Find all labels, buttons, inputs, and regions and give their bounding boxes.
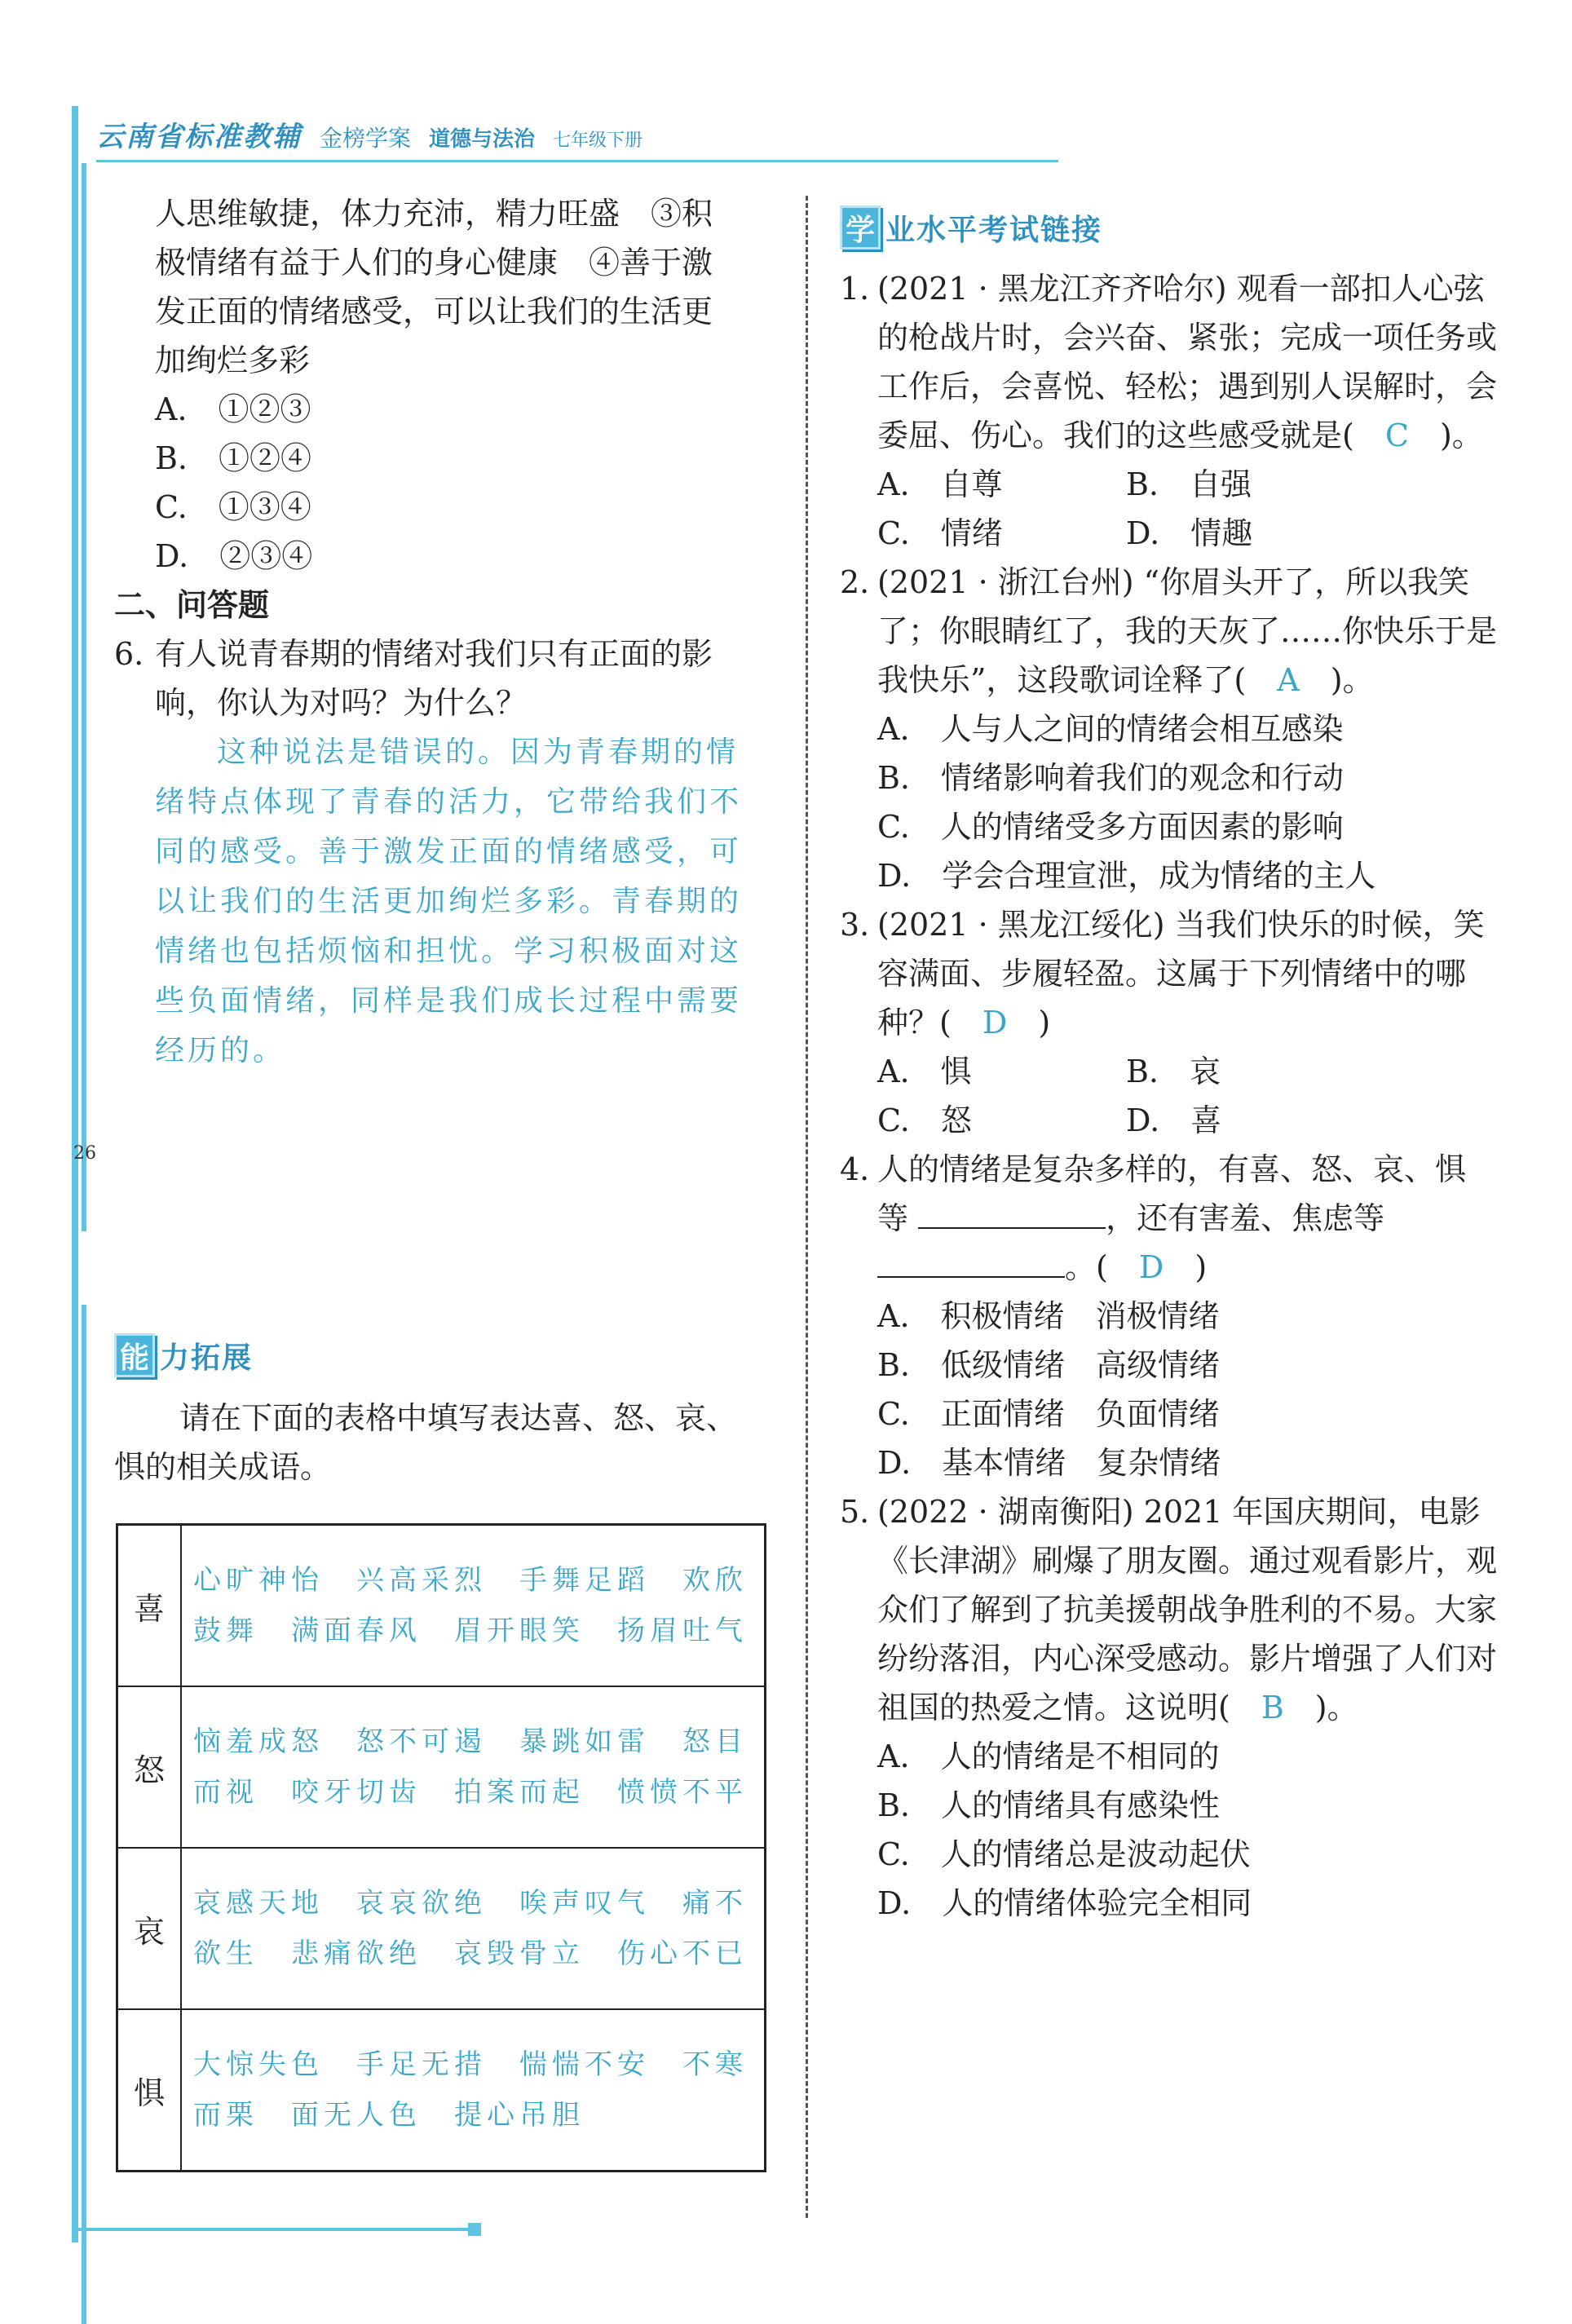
idiom-cell: 大惊失色 手足无措 惴惴不安 不寒而栗 面无人色 提心吊胆: [181, 2009, 766, 2172]
right-column: [840, 205, 1500, 1928]
option-a: A. 惧: [877, 1054, 972, 1089]
side-bar-inner-top: [82, 163, 86, 1231]
handwritten-answer: 这种说法是错误的。因为青春期的情绪特点体现了青春的活力，它带给我们不同的感受。善于激发正面的情绪感受，可以让我们的生活更加绚烂多彩。青春期的情绪也包括烦恼和担忧。学习积极面对这些负面情绪，同样是我们成长过程中需要经历的。: [155, 736, 743, 1067]
answer-mark: A: [1277, 662, 1300, 698]
question-number: 1.: [840, 271, 870, 307]
fill-blank[interactable]: [877, 1252, 1065, 1278]
question-2: [840, 558, 1500, 705]
question-stem: 人的情绪是复杂多样的，有喜、怒、哀、惧等: [877, 1151, 1467, 1236]
options-row: [840, 460, 1500, 509]
question-number: 6.: [114, 636, 144, 672]
section-badge: 能: [114, 1333, 155, 1377]
page-header: [96, 114, 642, 160]
question-number: 4.: [840, 1151, 870, 1187]
section-title: 业水平考试链接: [885, 213, 1103, 247]
question-3: [840, 900, 1500, 1047]
table-row: [117, 2009, 766, 2172]
option-b: B. 低级情绪 高级情绪: [877, 1347, 1221, 1383]
table-row: [117, 1848, 766, 2009]
ability-instruction: 请在下面的表格中填写表达喜、怒、哀、惧的相关成语。: [114, 1400, 738, 1485]
question-text: [877, 1145, 1500, 1292]
exam-section-header: [840, 205, 1500, 250]
section-badge: 学: [840, 205, 881, 250]
side-decoration: [72, 106, 96, 2242]
emotion-key: 哀: [117, 1848, 182, 2009]
header-subject: 道德与法治: [429, 127, 536, 152]
option-d: D. 人的情绪体验完全相同: [877, 1885, 1252, 1921]
continuation-line: 加绚烂多彩: [155, 342, 311, 378]
option-c: C. 人的情绪总是波动起伏: [877, 1836, 1251, 1872]
side-bar-inner-bottom: [82, 1305, 86, 2324]
question-text: [877, 900, 1500, 1047]
header-grade: 七年级下册: [553, 130, 643, 151]
ability-section-header: [114, 1333, 766, 1377]
bottom-rule: [78, 2228, 470, 2231]
section-title: 力拓展: [160, 1341, 254, 1375]
answer-mark: D: [1138, 1249, 1164, 1285]
question-5: [840, 1487, 1500, 1732]
question-stem: (2021 · 黑龙江绥化) 当我们快乐的时候，笑容满面、步履轻盈。这属于下列情绪中的哪种？(: [877, 907, 1485, 1040]
column-divider: [806, 196, 808, 2218]
option-d: D. 基本情绪 复杂情绪: [877, 1445, 1221, 1481]
idiom-table: [116, 1523, 766, 2172]
option-b: B. 哀: [1126, 1054, 1221, 1089]
left-column: [114, 189, 766, 1491]
continuation-line: 发正面的情绪感受，可以让我们的生活更: [155, 294, 713, 329]
table-row: [117, 1525, 766, 1687]
continuation-line: 极情绪有益于人们的身心健康 ④善于激: [155, 245, 713, 281]
question-stem-end: 。(: [1065, 1249, 1108, 1285]
header-book: 金榜学案: [320, 125, 412, 152]
answer-mark: C: [1384, 418, 1409, 453]
page-number: 26: [73, 1143, 96, 1164]
option-c: C. 怒: [877, 1102, 972, 1138]
fill-blank[interactable]: [918, 1203, 1106, 1229]
option-a: A. 自尊: [877, 466, 1003, 502]
idiom-cell: 心旷神怡 兴高采烈 手舞足蹈 欢欣鼓舞 满面春风 眉开眼笑 扬眉吐气: [181, 1525, 766, 1687]
answer-mark: B: [1261, 1690, 1284, 1725]
question-stem: (2022 · 湖南衡阳) 2021 年国庆期间，电影《长津湖》刷爆了朋友圈。通过观看影片，观众们了解到了抗美援朝战争胜利的不易。大家纷纷落泪，内心深受感动。影片增强了人们对祖国的热爱之情。这说明(: [877, 1494, 1498, 1725]
option-d: D. 情趣: [1126, 515, 1253, 551]
section-title-qa: 二、问答题: [114, 586, 270, 623]
question-number: 2.: [840, 564, 870, 600]
question-text: [877, 1487, 1500, 1732]
option-b: B. 自强: [1126, 466, 1252, 502]
options-row: [840, 509, 1500, 558]
question-stem-end: )。: [1314, 1690, 1358, 1725]
question-4: [840, 1145, 1500, 1292]
question-stem: (2021 · 黑龙江齐齐哈尔) 观看一部扣人心弦的枪战片时，会兴奋、紧张；完成一项任务或工作后，会喜悦、轻松；遇到别人误解时，会委屈、伤心。我们的这些感受就是(: [877, 271, 1498, 453]
options-row: [840, 1096, 1500, 1145]
option-b: B. ①②④: [155, 440, 312, 476]
answer-mark: D: [982, 1005, 1008, 1040]
bottom-square: [468, 2223, 481, 2236]
question-stem-end: )。: [1330, 662, 1374, 698]
options-row: [840, 1047, 1500, 1096]
header-rule: [96, 160, 1058, 162]
question-stem: (2021 · 浙江台州) “你眉头开了，所以我笑了；你眼睛红了，我的天灰了……你快乐于是我快乐”，这段歌词诠释了(: [877, 564, 1498, 698]
emotion-key: 怒: [117, 1686, 182, 1848]
header-series: 云南省标准教辅: [96, 121, 302, 153]
option-a: A. ①②③: [155, 391, 311, 427]
question-close: ): [1194, 1249, 1208, 1285]
question-number: 3.: [840, 907, 870, 943]
question-text: [877, 264, 1500, 460]
option-c: C. ①③④: [155, 489, 311, 525]
question-stem-mid: ，还有害羞、焦虑等: [1106, 1200, 1385, 1236]
option-c: C. 正面情绪 负面情绪: [877, 1396, 1220, 1432]
question-1: [840, 264, 1500, 460]
emotion-key: 惧: [117, 2009, 182, 2172]
option-a: A. 积极情绪 消极情绪: [877, 1298, 1220, 1334]
question-text: 有人说青春期的情绪对我们只有正面的影响，你认为对吗？为什么？: [155, 636, 713, 721]
idiom-cell: 恼羞成怒 怒不可遏 暴跳如雷 怒目而视 咬牙切齿 拍案而起 愤愤不平: [181, 1686, 766, 1848]
option-a: A. 人与人之间的情绪会相互感染: [877, 711, 1344, 747]
option-d: D. 喜: [1126, 1102, 1222, 1138]
idiom-cell: 哀感天地 哀哀欲绝 唉声叹气 痛不欲生 悲痛欲绝 哀毁骨立 伤心不已: [181, 1848, 766, 2009]
question-stem-end: ): [1038, 1005, 1051, 1040]
question-stem-end: )。: [1439, 418, 1483, 453]
option-d: D. 学会合理宣泄，成为情绪的主人: [877, 858, 1376, 894]
option-d: D. ②③④: [155, 538, 313, 574]
table-row: [117, 1686, 766, 1848]
continuation-line: 人思维敏捷，体力充沛，精力旺盛 ③积: [155, 196, 713, 232]
question-number: 5.: [840, 1494, 870, 1530]
option-b: B. 情绪影响着我们的观念和行动: [877, 760, 1345, 796]
option-c: C. 情绪: [877, 515, 1003, 551]
question-text: [877, 558, 1500, 705]
side-bar-outer: [72, 106, 78, 2242]
option-c: C. 人的情绪受多方面因素的影响: [877, 809, 1344, 845]
question-6: [114, 630, 766, 727]
option-b: B. 人的情绪具有感染性: [877, 1787, 1221, 1823]
option-a: A. 人的情绪是不相同的: [877, 1739, 1220, 1774]
emotion-key: 喜: [117, 1525, 182, 1687]
